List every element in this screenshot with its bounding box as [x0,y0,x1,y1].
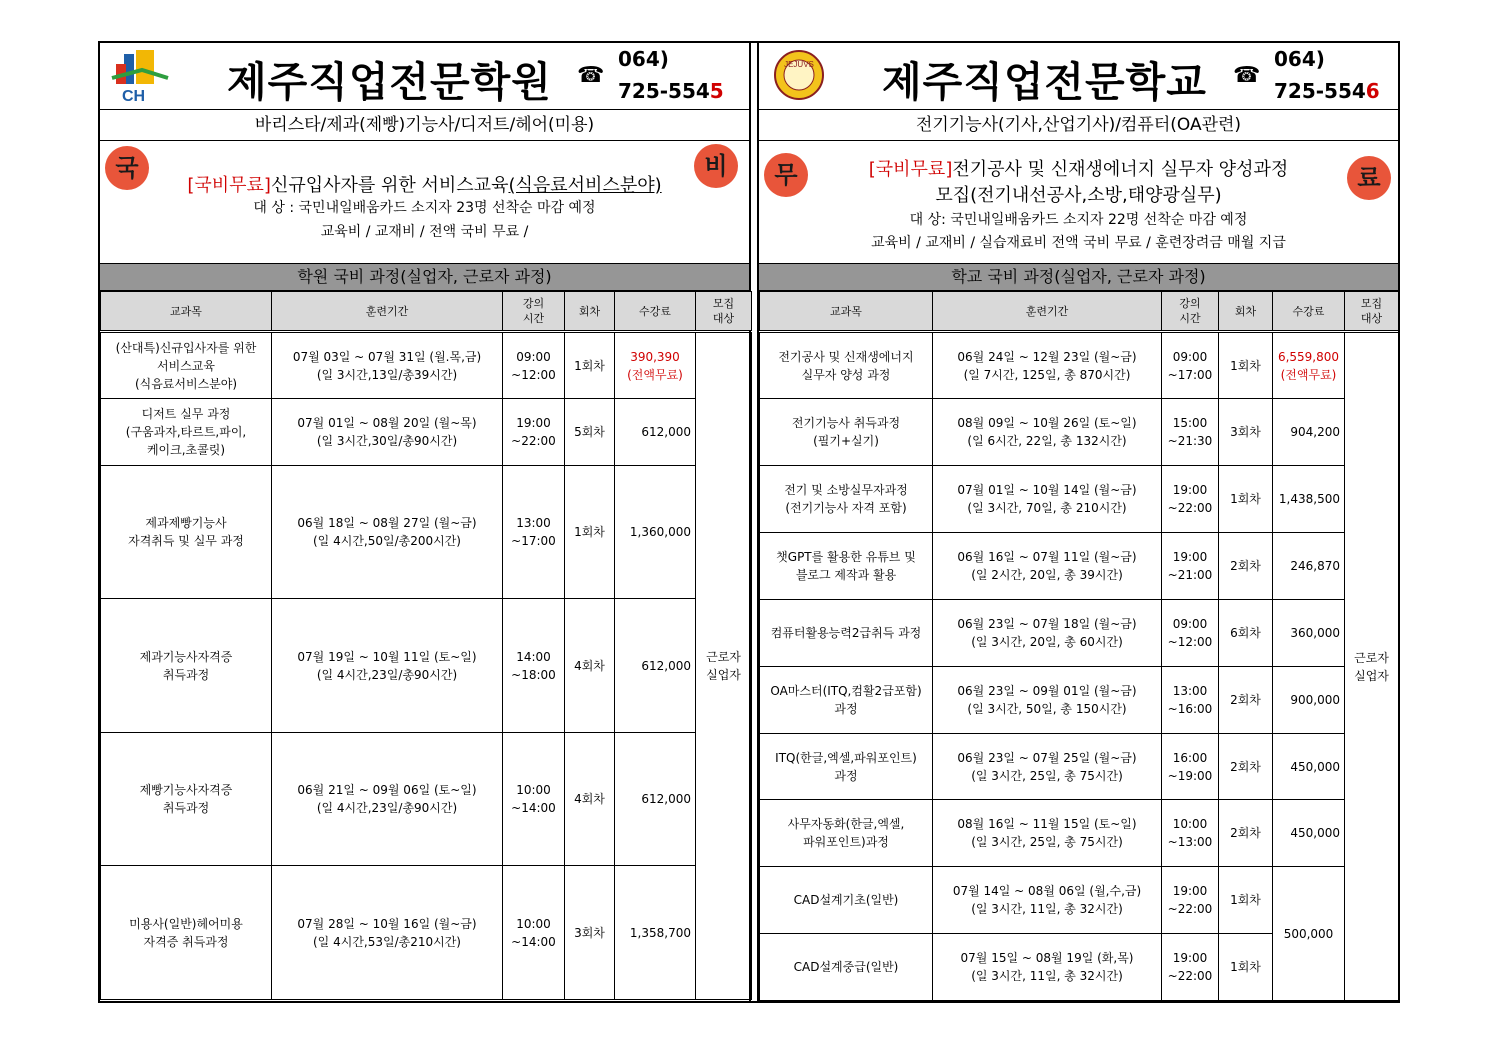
class-hours [1162,399,1219,466]
class-hours-text: 10:00 ~14:00 [511,916,556,949]
course-name-text: 미용사(일반)헤어미용 자격증 취득과정 [129,916,243,949]
tuition-fee-text: 904,200 [1290,425,1340,439]
tuition-fee-text: 500,000 [1283,926,1334,941]
col-round-header-text: 회차 [1234,304,1257,318]
school-promo-target: 대 상: 국민내일배움카드 소지자 22명 선착순 마감 예정 [909,212,1248,228]
round-number-text: 1회차 [1230,358,1261,373]
tuition-fee-text: 612,000 [641,425,691,439]
training-period-text: 06월 16일 ~ 07월 11일 (월~금) (일 2시간, 20일, 총 39시간) [957,550,1137,582]
course-name-text: 제과제빵기능사 자격취득 및 실무 과정 [128,516,244,548]
course-name [101,466,272,599]
round-number-text: 1회차 [1230,492,1261,506]
table-row [760,600,1399,667]
training-period-text: 06월 24일 ~ 12월 23일 (월~금) (일 7시간, 125일, 총 870시간) [957,349,1137,382]
school-promo-title2: 모집(전기내선공사,소방,태양광실무) [935,185,1222,206]
round-number-text: 1회차 [574,525,605,539]
training-period-text: 06월 18일 ~ 08월 27일 (월~금) (일 4시간,50일/총200시간) [297,516,477,548]
course-name-text: OA마스터(ITQ,컴활2급포함) 과정 [770,684,922,716]
class-hours [1162,934,1219,1001]
col-period-header [272,292,503,332]
course-name [760,533,933,600]
training-period [272,466,503,599]
col-fee-header-text: 수강료 [1292,304,1325,318]
col-target-header-text: 모집 대상 [712,297,735,325]
training-period [272,599,503,733]
round-number [565,332,615,399]
course-name [760,734,933,800]
class-hours-text: 09:00 ~12:00 [1167,617,1213,649]
class-hours [1162,600,1219,667]
tuition-fee [1273,667,1345,734]
round-number [565,866,615,1000]
school-logo [773,49,825,101]
table-row [101,399,752,466]
round-number [1219,466,1273,533]
course-name [101,599,272,733]
training-period [272,866,503,1000]
training-period [933,867,1162,934]
training-period-text: 06월 21일 ~ 09월 06일 (토~일) (일 4시간,23일/총90시간) [297,783,477,815]
table-row [760,399,1399,466]
col-hours-header [503,292,565,332]
table-row [760,466,1399,533]
class-hours-text: 16:00 ~19:00 [1167,750,1213,783]
training-period-text: 06월 23일 ~ 09월 01일 (월~금) (일 3시간, 50일, 총 150시간) [957,684,1137,716]
brochure-sheet [98,41,1400,1003]
training-period [272,332,503,399]
round-number-text: 2회차 [1230,693,1261,707]
tuition-fee [1273,399,1345,466]
class-hours-text: 15:00 ~21:30 [1167,416,1213,448]
school-tel-area: 064) [1274,47,1325,71]
round-number-text: 1회차 [1230,893,1261,907]
col-course-header [101,292,272,332]
col-fee-header [1273,292,1345,332]
course-name-text: 전기 및 소방실무자과정 (전기기능사 자격 포함) [784,483,908,515]
table-header-row [101,292,752,332]
round-number-text: 1회차 [1230,960,1261,974]
col-fee-header [615,292,696,332]
col-course-header-text: 교과목 [170,304,202,318]
class-hours-text: 10:00 ~13:00 [1167,817,1213,849]
course-name [760,934,933,1001]
class-hours-text: 10:00 ~14:00 [511,783,556,815]
col-round-header [565,292,615,332]
round-number-text: 3회차 [1230,425,1261,439]
tuition-fee [615,332,696,399]
badge-ryo: 료 [1347,156,1391,200]
course-name [101,399,272,466]
tuition-fee [615,599,696,733]
table-row [760,332,1399,399]
tuition-fee [1273,800,1345,867]
tuition-fee [1273,533,1345,600]
round-number [1219,934,1273,1001]
course-name-text: 전기공사 및 신재생에너지 실무자 양성 과정 [778,349,914,382]
table-row [101,733,752,866]
class-hours [503,733,565,866]
academy-tel-area: 064) [618,47,669,71]
col-target-header [1345,292,1399,332]
round-number-text: 1회차 [574,358,605,373]
col-period-header-text: 훈련기간 [1025,304,1069,318]
course-name-text: CAD설계중급(일반) [793,960,899,974]
round-number [1219,399,1273,466]
course-name-text: (산대특)신규입사자를 위한 서비스교육 (식음료서비스분야) [115,340,257,391]
class-hours-text: 19:00 ~22:00 [1167,951,1213,983]
training-period [933,600,1162,667]
tuition-fee-text: 360,000 [1290,626,1340,640]
table-row [101,599,752,733]
round-number [1219,734,1273,800]
class-hours-text: 13:00 ~16:00 [1167,684,1213,716]
academy-title: 제주직업전문학원 [227,58,552,106]
training-period [933,332,1162,399]
class-hours-text: 19:00 ~22:00 [511,416,556,448]
course-name [760,800,933,867]
course-name [760,867,933,934]
table-row [760,533,1399,600]
tuition-fee-text: 246,870 [1290,559,1340,573]
school-course-table [759,291,1399,1001]
round-number-text: 4회차 [574,658,605,673]
recruit-target-text: 근로자 실업자 [1354,650,1389,683]
academy-logo [108,48,174,104]
tuition-fee-text: 1,438,500 [1278,492,1340,506]
tuition-fee-text: 900,000 [1290,693,1340,707]
course-name-text: 제빵기능사자격증 취득과정 [139,783,233,815]
round-number-text: 2회차 [1230,559,1261,573]
course-name [101,733,272,866]
col-hours-header-text: 강의 시간 [1179,297,1201,325]
school-promo-cost: 교육비 / 교재비 / 실습재료비 전액 국비 무료 / 훈련장려금 매월 지급 [871,235,1286,251]
badge-mu: 무 [764,153,808,197]
round-number [1219,867,1273,934]
round-number [1219,800,1273,867]
tuition-fee [615,733,696,866]
tuition-fee [615,866,696,1000]
academy-course-table [100,291,752,1000]
round-number-text: 2회차 [1230,759,1261,774]
col-hours-header [1162,292,1219,332]
table-row [101,866,752,1000]
col-course-header [760,292,933,332]
tuition-fee-text: 1,358,700 [629,925,691,940]
school-subtitle: 전기기능사(기사,산업기사)/컴퓨터(OA관련) [759,110,1398,141]
course-name-text: 챗GPT를 활용한 유튜브 및 블로그 제작과 활용 [776,550,916,582]
school-logo-text: JEJUVS [784,60,814,69]
course-name-text: 제과기능사자격증 취득과정 [139,649,233,682]
tuition-fee [1273,332,1345,399]
class-hours-text: 14:00 ~18:00 [511,649,556,682]
school-promo [759,141,1398,264]
col-target-header [696,292,752,332]
class-hours [1162,800,1219,867]
training-period-text: 07월 14일 ~ 08월 06일 (월,수,금) (일 3시간, 11일, 총 32시간) [952,884,1142,916]
tuition-fee [1273,867,1345,1001]
class-hours-text: 13:00 ~17:00 [511,516,556,548]
academy-header [100,43,749,110]
tuition-fee [1273,600,1345,667]
training-period-text: 07월 01일 ~ 10월 14일 (월~금) (일 3시간, 70일, 총 210시간) [957,483,1137,515]
round-number-text: 2회차 [1230,826,1261,840]
training-period [272,399,503,466]
round-number [1219,332,1273,399]
table-row [101,332,752,399]
tuition-fee-text: 450,000 [1290,759,1340,774]
badge-bi: 비 [694,144,738,188]
training-period-text: 08월 09일 ~ 10월 26일 (토~일) (일 6시간, 22일, 총 132시간) [957,416,1137,448]
round-number [565,733,615,866]
course-name-text: 전기기능사 취득과정 (필기+실기) [791,416,901,448]
round-number-text: 3회차 [574,925,605,940]
round-number [1219,600,1273,667]
class-hours-text: 19:00 ~21:00 [1167,550,1213,582]
col-period-header [933,292,1162,332]
badge-guk: 국 [105,146,149,190]
academy-promo-cost: 교육비 / 교재비 / 전액 국비 무료 / [320,224,529,240]
class-hours [503,466,565,599]
telephone-icon: ☎ [577,63,605,88]
tuition-fee-text: 612,000 [641,658,691,673]
class-hours-text: 19:00 ~22:00 [1167,884,1213,916]
class-hours [503,599,565,733]
tuition-fee-text: 450,000 [1290,826,1340,840]
table-row [101,466,752,599]
training-period [933,667,1162,734]
round-number-text: 6회차 [1230,626,1261,640]
class-hours-text: 09:00 ~12:00 [511,349,556,382]
tuition-fee-text: 6,559,800 (전액무료) [1277,349,1340,382]
course-name-text: ITQ(한글,엑셀,파워포인트) 과정 [775,750,917,783]
training-period-text: 08월 16일 ~ 11월 15일 (토~일) (일 3시간, 25일, 총 75시간) [957,817,1137,849]
col-period-header-text: 훈련기간 [365,304,409,318]
table-row [760,867,1399,934]
class-hours [1162,667,1219,734]
col-fee-header-text: 수강료 [639,304,671,318]
course-name-text: 디저트 실무 과정 (구움과자,타르트,파이, 케이크,초콜릿) [125,407,247,457]
class-hours [503,866,565,1000]
tuition-fee [615,399,696,466]
round-number [565,599,615,733]
academy-logo-text: CH [122,88,146,104]
class-hours-text: 19:00 ~22:00 [1167,483,1213,515]
academy-promo [100,141,749,264]
class-hours [503,332,565,399]
training-period [933,934,1162,1001]
academy-promo-target: 대 상 : 국민내일배움카드 소지자 23명 선착순 마감 예정 [253,200,596,216]
tuition-fee-text: 1,360,000 [629,525,691,539]
class-hours [1162,533,1219,600]
training-period-text: 07월 19일 ~ 10월 11일 (토~일) (일 4시간,23일/총90시간) [297,649,477,682]
col-course-header-text: 교과목 [830,304,862,318]
academy-promo-title: [국비무료]신규입사자를 위한 서비스교육(식음료서비스분야) [187,175,662,196]
course-name [760,466,933,533]
course-name [760,332,933,399]
school-title: 제주직업전문학교 [882,58,1207,106]
course-name [760,600,933,667]
recruit-target [1345,332,1399,1001]
recruit-target-text: 근로자 실업자 [706,650,741,682]
telephone-icon: ☎ [1233,63,1261,88]
school-tel: 725-5546 [1274,79,1380,103]
round-number [565,466,615,599]
course-name [101,332,272,399]
round-number [1219,667,1273,734]
round-number-text: 4회차 [574,792,605,806]
academy-subtitle: 바리스타/제과(제빵)기능사/디저트/헤어(미용) [100,110,749,141]
table-header-row [760,292,1399,332]
training-period-text: 07월 15일 ~ 08월 19일 (화,목) (일 3시간, 11일, 총 32시간) [960,951,1134,983]
academy-courses-band: 학원 국비 과정(실업자, 근로자 과정) [100,264,749,291]
tuition-fee [1273,734,1345,800]
class-hours [1162,332,1219,399]
course-name [760,399,933,466]
recruit-target [696,332,752,1000]
col-hours-header-text: 강의 시간 [522,297,545,325]
training-period [933,533,1162,600]
school-header [759,43,1398,110]
class-hours-text: 09:00 ~17:00 [1167,349,1213,382]
training-period-text: 07월 28일 ~ 10월 16일 (월~금) (일 4시간,53일/총210시간) [297,916,477,949]
tuition-fee [1273,466,1345,533]
training-period-text: 06월 23일 ~ 07월 18일 (월~금) (일 3시간, 20일, 총 60시간) [957,617,1137,649]
training-period [933,466,1162,533]
class-hours [503,399,565,466]
school-promo-title: [국비무료]전기공사 및 신재생에너지 실무자 양성과정 [868,159,1289,180]
table-row [760,667,1399,734]
col-target-header-text: 모집 대상 [1360,297,1383,325]
tuition-fee-text: 390,390 (전액무료) [627,349,683,382]
school-courses-band: 학교 국비 과정(실업자, 근로자 과정) [759,264,1398,291]
training-period [933,734,1162,800]
training-period-text: 07월 03일 ~ 07월 31일 (월.목,금) (일 3시간,13일/총39시간) [292,349,482,382]
academy-section [100,43,751,1001]
col-round-header [1219,292,1273,332]
class-hours [1162,734,1219,800]
training-period-text: 07월 01일 ~ 08월 20일 (월~목) (일 3시간,30일/총90시간) [297,416,477,448]
course-name [760,667,933,734]
class-hours [1162,466,1219,533]
training-period [272,733,503,866]
tuition-fee-text: 612,000 [641,792,691,806]
course-name-text: 컴퓨터활용능력2급취득 과정 [770,626,922,640]
course-name [101,866,272,1000]
course-name-text: 사무자동화(한글,엑셀, 파워포인트)과정 [787,817,905,849]
table-row [760,800,1399,867]
training-period [933,399,1162,466]
course-name-text: CAD설계기초(일반) [793,893,899,907]
training-period-text: 06월 23일 ~ 07월 25일 (월~금) (일 3시간, 25일, 총 75시간) [957,750,1137,783]
training-period [933,800,1162,867]
school-section [757,43,1398,1001]
round-number-text: 5회차 [574,425,605,439]
class-hours [1162,867,1219,934]
round-number [1219,533,1273,600]
academy-tel: 725-5545 [618,79,724,103]
table-row [760,734,1399,800]
round-number [565,399,615,466]
tuition-fee [615,466,696,599]
col-round-header-text: 회차 [578,304,601,318]
